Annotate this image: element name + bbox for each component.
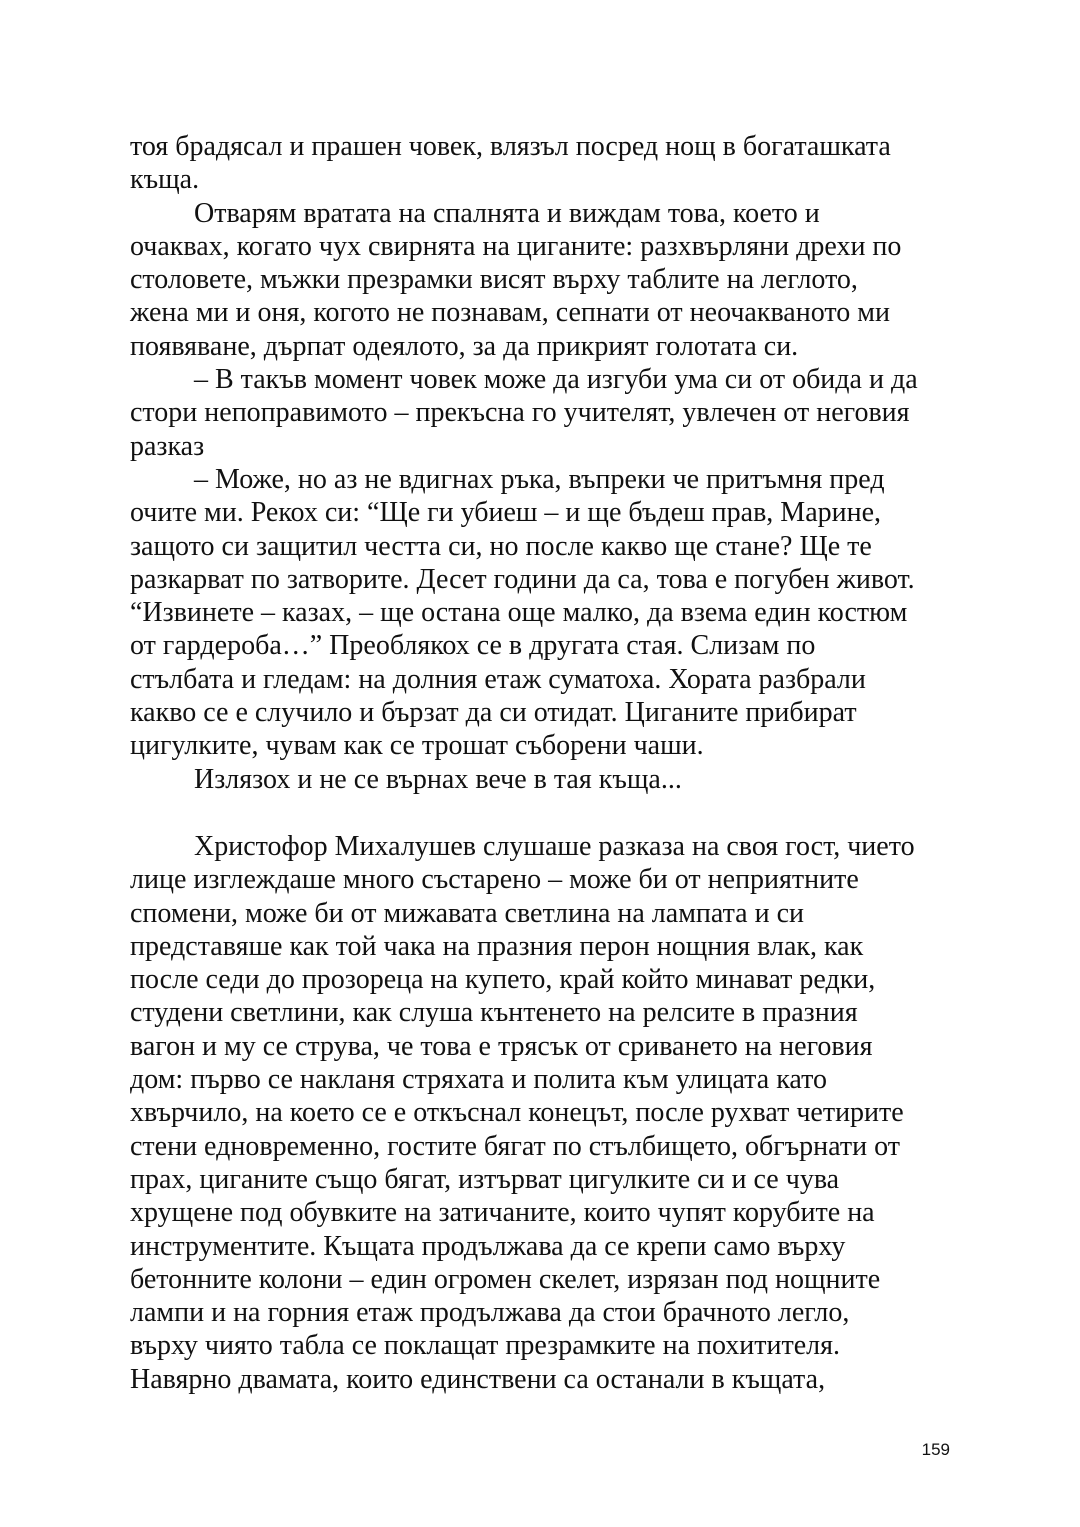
- text-block-bottom: [130, 830, 960, 1396]
- text-line: къща.: [130, 164, 200, 196]
- text-line: хвърчило, на което се е откъснал конецът, после рухват четирите: [130, 1097, 904, 1129]
- text-line: защото си защитил честта си, но после какво ще стане? Ще те: [130, 530, 872, 562]
- text-line: тоя брадясал и прашен човек, влязъл посред нощ в богаташката: [130, 131, 891, 162]
- text-line: върху чиято табла се поклащат презрамките на похитителя.: [130, 1330, 841, 1362]
- paragraph: [130, 197, 960, 363]
- text-line: от гардероба…” Преоблякох се в другата стая. Слизам по: [130, 630, 816, 662]
- text-line: студени светлини, как слуша кънтенето на релсите в празния: [130, 997, 858, 1029]
- paragraph-continuation: [130, 130, 960, 197]
- text-line: стълбата и гледам: на долния етаж суматоха. Хората разбрали: [130, 663, 866, 695]
- text-line: инструментите. Къщата продължава да се крепи само върху: [130, 1230, 846, 1262]
- text-line: Христофор Михалушев слушаше разказа на своя гост, чието: [194, 831, 915, 862]
- text-line: бетонните колони – един огромен скелет, изрязан под нощните: [130, 1263, 881, 1295]
- text-line: разказ: [130, 430, 205, 462]
- text-line: Отварям вратата на спалнята и виждам това, което и: [194, 197, 820, 229]
- text-line: какво се е случило и бързат да си отидат. Циганите прибират: [130, 697, 857, 729]
- text-line: столовете, мъжки презрамки висят върху таблите на леглото,: [130, 264, 858, 296]
- text-line: спомени, може би от мижавата светлина на лампата и си: [130, 897, 804, 929]
- text-line: стори непоправимото – прекъсна го учителят, увлечен от неговия: [130, 397, 910, 429]
- text-line: – В такъв момент човек може да изгуби ума си от обида и да: [194, 364, 918, 396]
- text-line: вагон и му се струва, че това е трясък от сриването на неговия: [130, 1030, 873, 1062]
- text-line: лампи и на горния етаж продължава да стои брачното легло,: [130, 1297, 850, 1329]
- paragraph: [130, 830, 960, 1396]
- page-number: 159: [921, 1440, 950, 1459]
- text-line: очите ми. Рекох си: “Ще ги убиеш – и ще бъдеш прав, Марине,: [130, 497, 882, 529]
- text-line: “Извинете – казах, – ще остана още малко, да взема един костюм: [130, 597, 908, 629]
- text-line: хрущене под обувките на затичаните, които чупят корубите на: [130, 1197, 875, 1229]
- text-line: после седи до прозореца на купето, край който минават редки,: [130, 964, 876, 996]
- text-line: разкарват по затворите. Десет години да са, това е погубен живот.: [130, 563, 915, 595]
- text-line: появяване, дърпат одеялото, за да прикрият голотата си.: [130, 330, 799, 362]
- text-line: Излязох и не се върнах вече в тая къща...: [194, 763, 682, 795]
- text-line: прах, циганите също бягат, изтърват цигулките си и се чува: [130, 1163, 840, 1195]
- text-line: дом: първо се накланя стряхата и полита към улицата като: [130, 1064, 827, 1096]
- text-line: жена ми и оня, когото не познавам, сепнати от неочакваното ми: [130, 297, 890, 329]
- paragraph: [130, 463, 960, 763]
- text-line: очаквах, когато чух свирнята на циганите: разхвърляни дрехи по: [130, 230, 902, 262]
- paragraph: [130, 763, 960, 796]
- text-line: лице изглеждаше много състарено – може би от неприятните: [130, 864, 859, 896]
- text-line: – Може, но аз не вдигнах ръка, въпреки че притъмня пред: [194, 463, 885, 495]
- text-line: представяше как той чака на празния перон нощния влак, как: [130, 930, 864, 962]
- paragraph: [130, 363, 960, 463]
- text-line: цигулките, чувам как се трошат съборени чаши.: [130, 730, 704, 762]
- text-block-top: [130, 130, 960, 796]
- text-line: стени едновременно, гостите бягат по стълбището, обгърнати от: [130, 1130, 900, 1162]
- text-line: Навярно двамата, които единствени са останали в къщата,: [130, 1363, 826, 1395]
